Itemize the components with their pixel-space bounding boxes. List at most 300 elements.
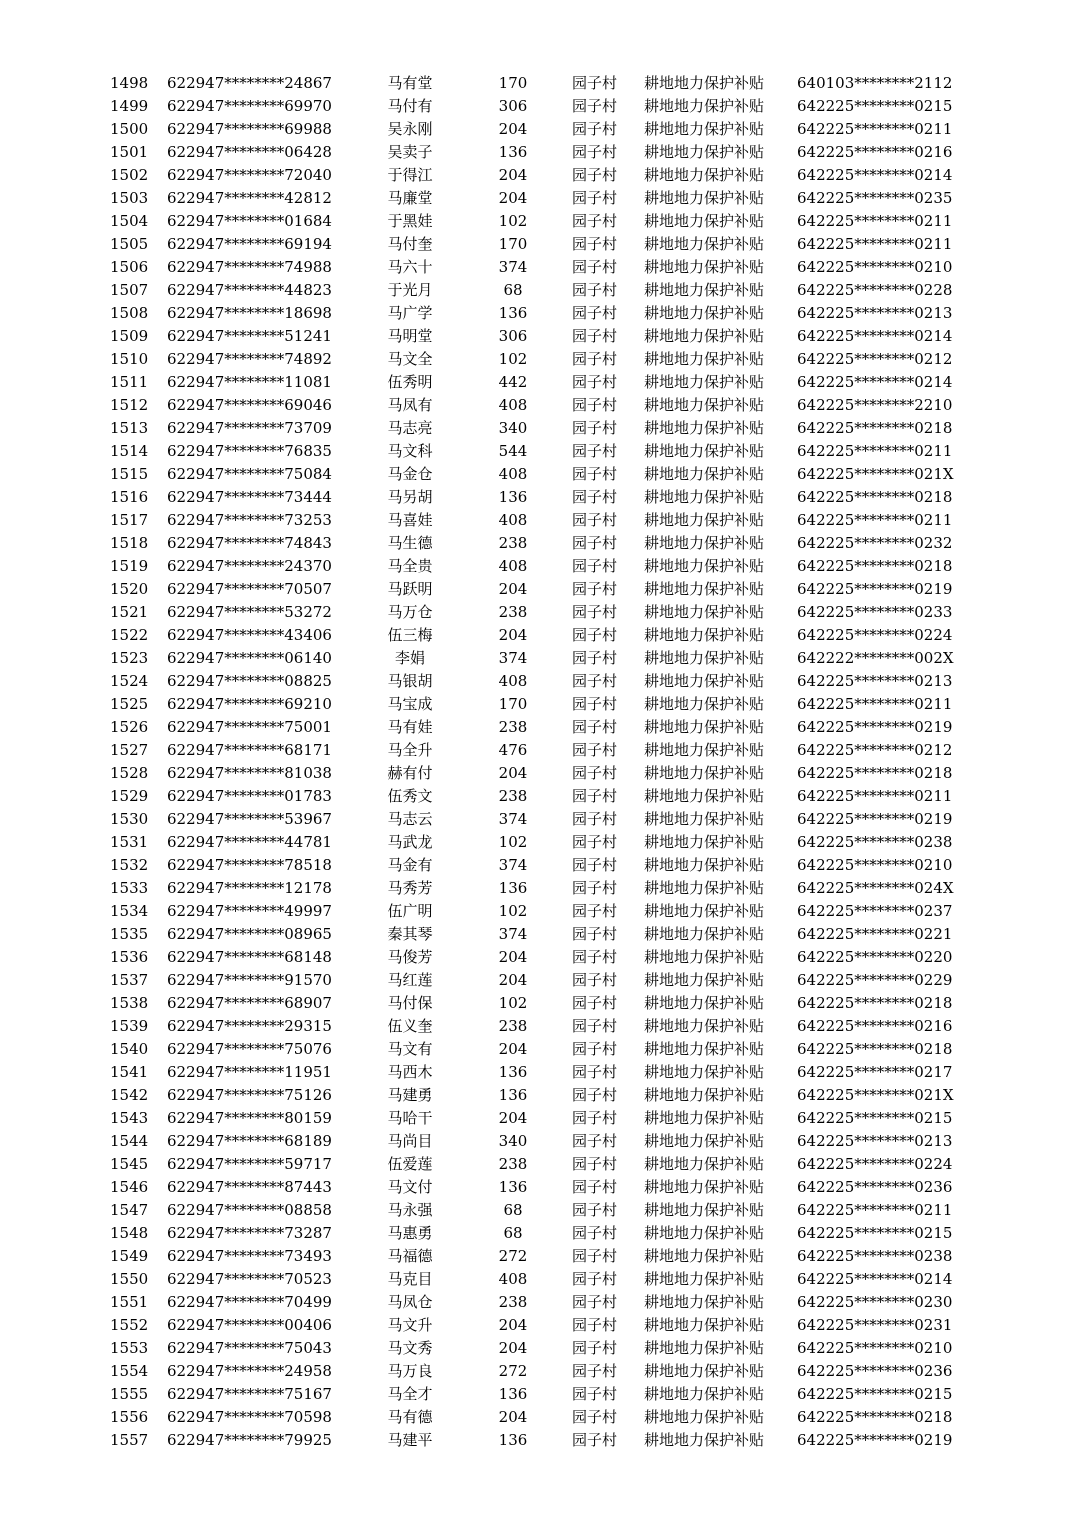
subsidy-type: 耕地地力保护补贴 xyxy=(644,603,765,621)
bank-card-number: 622947********53272 xyxy=(167,603,332,621)
village-name: 园子村 xyxy=(572,695,618,713)
subsidy-amount: 408 xyxy=(498,557,528,575)
row-number: 1528 xyxy=(110,764,149,782)
row-number: 1542 xyxy=(110,1086,149,1104)
id-card-number: 642222********002X xyxy=(797,649,954,667)
subsidy-amount: 102 xyxy=(498,833,528,851)
recipient-name: 吴卖子 xyxy=(387,143,433,161)
id-card-number: 642225********0218 xyxy=(797,1408,953,1426)
table-row xyxy=(0,1107,1074,1130)
bank-card-number: 622947********06140 xyxy=(167,649,332,667)
village-name: 园子村 xyxy=(572,879,618,897)
bank-card-number: 622947********73287 xyxy=(167,1224,332,1242)
table-row xyxy=(0,233,1074,256)
subsidy-type: 耕地地力保护补贴 xyxy=(644,281,765,299)
subsidy-type: 耕地地力保护补贴 xyxy=(644,1040,765,1058)
id-card-number: 642225********0214 xyxy=(797,327,953,345)
row-number: 1523 xyxy=(110,649,149,667)
subsidy-type: 耕地地力保护补贴 xyxy=(644,1178,765,1196)
subsidy-type: 耕地地力保护补贴 xyxy=(644,1201,765,1219)
village-name: 园子村 xyxy=(572,1155,618,1173)
row-number: 1515 xyxy=(110,465,149,483)
village-name: 园子村 xyxy=(572,488,618,506)
subsidy-amount: 204 xyxy=(498,1040,528,1058)
row-number: 1547 xyxy=(110,1201,149,1219)
row-number: 1548 xyxy=(110,1224,149,1242)
subsidy-type: 耕地地力保护补贴 xyxy=(644,580,765,598)
table-row xyxy=(0,992,1074,1015)
subsidy-type: 耕地地力保护补贴 xyxy=(644,856,765,874)
subsidy-amount: 204 xyxy=(498,580,528,598)
subsidy-type: 耕地地力保护补贴 xyxy=(644,258,765,276)
village-name: 园子村 xyxy=(572,833,618,851)
village-name: 园子村 xyxy=(572,810,618,828)
subsidy-type: 耕地地力保护补贴 xyxy=(644,1270,765,1288)
row-number: 1534 xyxy=(110,902,149,920)
bank-card-number: 622947********79925 xyxy=(167,1431,332,1449)
bank-card-number: 622947********69988 xyxy=(167,120,332,138)
recipient-name: 马全贵 xyxy=(387,557,433,575)
recipient-name: 马廉堂 xyxy=(387,189,433,207)
subsidy-type: 耕地地力保护补贴 xyxy=(644,166,765,184)
id-card-number: 642225********2210 xyxy=(797,396,953,414)
recipient-name: 马凤仓 xyxy=(387,1293,433,1311)
bank-card-number: 622947********75084 xyxy=(167,465,332,483)
table-row xyxy=(0,509,1074,532)
village-name: 园子村 xyxy=(572,787,618,805)
village-name: 园子村 xyxy=(572,741,618,759)
row-number: 1532 xyxy=(110,856,149,874)
table-row xyxy=(0,1084,1074,1107)
subsidy-amount: 204 xyxy=(498,166,528,184)
id-card-number: 642225********0218 xyxy=(797,764,953,782)
recipient-name: 马俊芳 xyxy=(387,948,433,966)
id-card-number: 642225********0220 xyxy=(797,948,953,966)
subsidy-type: 耕地地力保护补贴 xyxy=(644,534,765,552)
id-card-number: 642225********0216 xyxy=(797,143,953,161)
table-row xyxy=(0,1130,1074,1153)
subsidy-amount: 136 xyxy=(498,1178,528,1196)
subsidy-type: 耕地地力保护补贴 xyxy=(644,833,765,851)
village-name: 园子村 xyxy=(572,1178,618,1196)
bank-card-number: 622947********74988 xyxy=(167,258,332,276)
bank-card-number: 622947********68189 xyxy=(167,1132,332,1150)
village-name: 园子村 xyxy=(572,626,618,644)
id-card-number: 642225********0233 xyxy=(797,603,953,621)
row-number: 1506 xyxy=(110,258,149,276)
bank-card-number: 622947********42812 xyxy=(167,189,332,207)
row-number: 1525 xyxy=(110,695,149,713)
village-name: 园子村 xyxy=(572,856,618,874)
recipient-name: 马有堂 xyxy=(387,74,433,92)
table-row xyxy=(0,371,1074,394)
bank-card-number: 622947********73709 xyxy=(167,419,332,437)
id-card-number: 642225********0214 xyxy=(797,1270,953,1288)
subsidy-type: 耕地地力保护补贴 xyxy=(644,1155,765,1173)
table-row xyxy=(0,141,1074,164)
bank-card-number: 622947********24867 xyxy=(167,74,332,92)
row-number: 1518 xyxy=(110,534,149,552)
subsidy-amount: 136 xyxy=(498,488,528,506)
table-row xyxy=(0,279,1074,302)
bank-card-number: 622947********73444 xyxy=(167,488,332,506)
subsidy-amount: 408 xyxy=(498,465,528,483)
subsidy-amount: 272 xyxy=(498,1247,528,1265)
village-name: 园子村 xyxy=(572,258,618,276)
subsidy-type: 耕地地力保护补贴 xyxy=(644,741,765,759)
village-name: 园子村 xyxy=(572,373,618,391)
id-card-number: 642225********0217 xyxy=(797,1063,953,1081)
subsidy-type: 耕地地力保护补贴 xyxy=(644,1247,765,1265)
id-card-number: 642225********0213 xyxy=(797,1132,953,1150)
recipient-name: 伍三梅 xyxy=(387,626,433,644)
recipient-name: 马另胡 xyxy=(387,488,433,506)
bank-card-number: 622947********74843 xyxy=(167,534,332,552)
subsidy-amount: 238 xyxy=(498,1293,528,1311)
table-row xyxy=(0,900,1074,923)
village-name: 园子村 xyxy=(572,1086,618,1104)
subsidy-amount: 374 xyxy=(498,810,528,828)
bank-card-number: 622947********91570 xyxy=(167,971,332,989)
row-number: 1531 xyxy=(110,833,149,851)
subsidy-type: 耕地地力保护补贴 xyxy=(644,143,765,161)
id-card-number: 642225********0211 xyxy=(797,695,953,713)
bank-card-number: 622947********51241 xyxy=(167,327,332,345)
subsidy-amount: 204 xyxy=(498,1316,528,1334)
subsidy-amount: 238 xyxy=(498,1155,528,1173)
id-card-number: 642225********0216 xyxy=(797,1017,953,1035)
bank-card-number: 622947********73493 xyxy=(167,1247,332,1265)
table-row xyxy=(0,1061,1074,1084)
bank-card-number: 622947********72040 xyxy=(167,166,332,184)
row-number: 1513 xyxy=(110,419,149,437)
id-card-number: 642225********0210 xyxy=(797,856,953,874)
recipient-name: 马金仓 xyxy=(387,465,433,483)
recipient-name: 伍广明 xyxy=(387,902,433,920)
subsidy-type: 耕地地力保护补贴 xyxy=(644,902,765,920)
village-name: 园子村 xyxy=(572,1201,618,1219)
subsidy-type: 耕地地力保护补贴 xyxy=(644,350,765,368)
village-name: 园子村 xyxy=(572,948,618,966)
table-row xyxy=(0,762,1074,785)
bank-card-number: 622947********24370 xyxy=(167,557,332,575)
subsidy-amount: 204 xyxy=(498,948,528,966)
subsidy-type: 耕地地力保护补贴 xyxy=(644,1224,765,1242)
row-number: 1516 xyxy=(110,488,149,506)
table-row xyxy=(0,394,1074,417)
row-number: 1551 xyxy=(110,1293,149,1311)
village-name: 园子村 xyxy=(572,994,618,1012)
table-row xyxy=(0,601,1074,624)
recipient-name: 马西木 xyxy=(387,1063,433,1081)
recipient-name: 马明堂 xyxy=(387,327,433,345)
subsidy-amount: 408 xyxy=(498,511,528,529)
subsidy-amount: 272 xyxy=(498,1362,528,1380)
id-card-number: 642225********021X xyxy=(797,1086,954,1104)
village-name: 园子村 xyxy=(572,281,618,299)
table-row xyxy=(0,969,1074,992)
bank-card-number: 622947********75126 xyxy=(167,1086,332,1104)
subsidy-type: 耕地地力保护补贴 xyxy=(644,120,765,138)
table-row xyxy=(0,1383,1074,1406)
id-card-number: 642225********0221 xyxy=(797,925,953,943)
id-card-number: 640103********2112 xyxy=(797,74,953,92)
id-card-number: 642225********0238 xyxy=(797,1247,953,1265)
subsidy-amount: 68 xyxy=(503,281,523,299)
subsidy-type: 耕地地力保护补贴 xyxy=(644,74,765,92)
table-row xyxy=(0,578,1074,601)
subsidy-type: 耕地地力保护补贴 xyxy=(644,1109,765,1127)
village-name: 园子村 xyxy=(572,350,618,368)
bank-card-number: 622947********81038 xyxy=(167,764,332,782)
subsidy-amount: 238 xyxy=(498,787,528,805)
village-name: 园子村 xyxy=(572,902,618,920)
subsidy-type: 耕地地力保护补贴 xyxy=(644,97,765,115)
row-number: 1527 xyxy=(110,741,149,759)
id-card-number: 642225********0213 xyxy=(797,672,953,690)
village-name: 园子村 xyxy=(572,1362,618,1380)
recipient-name: 马文付 xyxy=(387,1178,433,1196)
village-name: 园子村 xyxy=(572,557,618,575)
id-card-number: 642225********0219 xyxy=(797,810,953,828)
village-name: 园子村 xyxy=(572,166,618,184)
subsidy-amount: 374 xyxy=(498,649,528,667)
subsidy-type: 耕地地力保护补贴 xyxy=(644,925,765,943)
row-number: 1524 xyxy=(110,672,149,690)
bank-card-number: 622947********68171 xyxy=(167,741,332,759)
table-row xyxy=(0,325,1074,348)
subsidy-amount: 374 xyxy=(498,258,528,276)
subsidy-amount: 408 xyxy=(498,1270,528,1288)
recipient-name: 马凤有 xyxy=(387,396,433,414)
village-name: 园子村 xyxy=(572,120,618,138)
recipient-name: 马跃明 xyxy=(387,580,433,598)
subsidy-type: 耕地地力保护补贴 xyxy=(644,511,765,529)
row-number: 1526 xyxy=(110,718,149,736)
id-card-number: 642225********0210 xyxy=(797,1339,953,1357)
subsidy-amount: 136 xyxy=(498,1431,528,1449)
row-number: 1546 xyxy=(110,1178,149,1196)
table-row xyxy=(0,463,1074,486)
id-card-number: 642225********0211 xyxy=(797,511,953,529)
row-number: 1507 xyxy=(110,281,149,299)
subsidy-type: 耕地地力保护补贴 xyxy=(644,971,765,989)
table-row xyxy=(0,1406,1074,1429)
recipient-name: 于黑娃 xyxy=(387,212,433,230)
subsidy-type: 耕地地力保护补贴 xyxy=(644,488,765,506)
id-card-number: 642225********0236 xyxy=(797,1178,953,1196)
subsidy-type: 耕地地力保护补贴 xyxy=(644,442,765,460)
recipient-name: 马惠勇 xyxy=(387,1224,433,1242)
recipient-name: 马永强 xyxy=(387,1201,433,1219)
bank-card-number: 622947********78518 xyxy=(167,856,332,874)
table-row xyxy=(0,946,1074,969)
bank-card-number: 622947********43406 xyxy=(167,626,332,644)
table-row xyxy=(0,1360,1074,1383)
id-card-number: 642225********0218 xyxy=(797,557,953,575)
village-name: 园子村 xyxy=(572,925,618,943)
recipient-name: 马克目 xyxy=(387,1270,433,1288)
subsidy-amount: 238 xyxy=(498,603,528,621)
table-row xyxy=(0,440,1074,463)
id-card-number: 642225********0215 xyxy=(797,1385,953,1403)
row-number: 1555 xyxy=(110,1385,149,1403)
village-name: 园子村 xyxy=(572,304,618,322)
id-card-number: 642225********0211 xyxy=(797,120,953,138)
id-card-number: 642225********0224 xyxy=(797,1155,953,1173)
village-name: 园子村 xyxy=(572,327,618,345)
subsidy-type: 耕地地力保护补贴 xyxy=(644,1063,765,1081)
recipient-name: 李娟 xyxy=(394,649,425,667)
recipient-name: 伍爱莲 xyxy=(387,1155,433,1173)
id-card-number: 642225********0211 xyxy=(797,212,953,230)
id-card-number: 642225********0224 xyxy=(797,626,953,644)
recipient-name: 马文升 xyxy=(387,1316,433,1334)
village-name: 园子村 xyxy=(572,1109,618,1127)
bank-card-number: 622947********75001 xyxy=(167,718,332,736)
row-number: 1510 xyxy=(110,350,149,368)
subsidy-type: 耕地地力保护补贴 xyxy=(644,1017,765,1035)
village-name: 园子村 xyxy=(572,1408,618,1426)
subsidy-type: 耕地地力保护补贴 xyxy=(644,948,765,966)
subsidy-amount: 102 xyxy=(498,994,528,1012)
row-number: 1537 xyxy=(110,971,149,989)
id-card-number: 642225********021X xyxy=(797,465,954,483)
recipient-name: 马哈干 xyxy=(387,1109,433,1127)
recipient-name: 于光月 xyxy=(387,281,433,299)
village-name: 园子村 xyxy=(572,212,618,230)
bank-card-number: 622947********44823 xyxy=(167,281,332,299)
bank-card-number: 622947********70598 xyxy=(167,1408,332,1426)
subsidy-table xyxy=(0,72,1074,1452)
village-name: 园子村 xyxy=(572,1316,618,1334)
id-card-number: 642225********0211 xyxy=(797,787,953,805)
row-number: 1556 xyxy=(110,1408,149,1426)
row-number: 1536 xyxy=(110,948,149,966)
table-row xyxy=(0,532,1074,555)
recipient-name: 马金有 xyxy=(387,856,433,874)
subsidy-amount: 68 xyxy=(503,1201,523,1219)
village-name: 园子村 xyxy=(572,649,618,667)
row-number: 1505 xyxy=(110,235,149,253)
subsidy-amount: 204 xyxy=(498,971,528,989)
subsidy-type: 耕地地力保护补贴 xyxy=(644,810,765,828)
village-name: 园子村 xyxy=(572,1293,618,1311)
bank-card-number: 622947********87443 xyxy=(167,1178,332,1196)
table-row xyxy=(0,348,1074,371)
bank-card-number: 622947********01684 xyxy=(167,212,332,230)
subsidy-type: 耕地地力保护补贴 xyxy=(644,649,765,667)
id-card-number: 642225********0211 xyxy=(797,442,953,460)
row-number: 1539 xyxy=(110,1017,149,1035)
bank-card-number: 622947********68148 xyxy=(167,948,332,966)
table-row xyxy=(0,785,1074,808)
bank-card-number: 622947********74892 xyxy=(167,350,332,368)
bank-card-number: 622947********69210 xyxy=(167,695,332,713)
id-card-number: 642225********0215 xyxy=(797,1224,953,1242)
recipient-name: 马建平 xyxy=(387,1431,433,1449)
subsidy-type: 耕地地力保护补贴 xyxy=(644,327,765,345)
row-number: 1522 xyxy=(110,626,149,644)
subsidy-amount: 306 xyxy=(498,327,528,345)
village-name: 园子村 xyxy=(572,672,618,690)
bank-card-number: 622947********75167 xyxy=(167,1385,332,1403)
recipient-name: 马有德 xyxy=(387,1408,433,1426)
village-name: 园子村 xyxy=(572,97,618,115)
row-number: 1504 xyxy=(110,212,149,230)
id-card-number: 642225********0218 xyxy=(797,1040,953,1058)
recipient-name: 马秀芳 xyxy=(387,879,433,897)
table-row xyxy=(0,486,1074,509)
village-name: 园子村 xyxy=(572,1132,618,1150)
subsidy-type: 耕地地力保护补贴 xyxy=(644,672,765,690)
recipient-name: 吴永刚 xyxy=(387,120,433,138)
subsidy-type: 耕地地力保护补贴 xyxy=(644,787,765,805)
recipient-name: 马万仓 xyxy=(387,603,433,621)
village-name: 园子村 xyxy=(572,143,618,161)
subsidy-amount: 204 xyxy=(498,1339,528,1357)
village-name: 园子村 xyxy=(572,511,618,529)
subsidy-amount: 136 xyxy=(498,1086,528,1104)
recipient-name: 马红莲 xyxy=(387,971,433,989)
recipient-name: 马付奎 xyxy=(387,235,433,253)
recipient-name: 马六十 xyxy=(387,258,433,276)
bank-card-number: 622947********69970 xyxy=(167,97,332,115)
table-row xyxy=(0,923,1074,946)
subsidy-type: 耕地地力保护补贴 xyxy=(644,1086,765,1104)
recipient-name: 马全升 xyxy=(387,741,433,759)
village-name: 园子村 xyxy=(572,1224,618,1242)
table-row xyxy=(0,716,1074,739)
subsidy-amount: 102 xyxy=(498,902,528,920)
id-card-number: 642225********0219 xyxy=(797,1431,953,1449)
village-name: 园子村 xyxy=(572,1040,618,1058)
table-row xyxy=(0,1222,1074,1245)
bank-card-number: 622947********70523 xyxy=(167,1270,332,1288)
table-row xyxy=(0,1015,1074,1038)
bank-card-number: 622947********29315 xyxy=(167,1017,332,1035)
subsidy-amount: 238 xyxy=(498,718,528,736)
row-number: 1545 xyxy=(110,1155,149,1173)
subsidy-type: 耕地地力保护补贴 xyxy=(644,1362,765,1380)
subsidy-amount: 374 xyxy=(498,925,528,943)
subsidy-type: 耕地地力保护补贴 xyxy=(644,557,765,575)
recipient-name: 马武龙 xyxy=(387,833,433,851)
table-row xyxy=(0,1337,1074,1360)
subsidy-type: 耕地地力保护补贴 xyxy=(644,1293,765,1311)
bank-card-number: 622947********18698 xyxy=(167,304,332,322)
recipient-name: 马福德 xyxy=(387,1247,433,1265)
id-card-number: 642225********0215 xyxy=(797,1109,953,1127)
village-name: 园子村 xyxy=(572,534,618,552)
bank-card-number: 622947********12178 xyxy=(167,879,332,897)
row-number: 1540 xyxy=(110,1040,149,1058)
table-row xyxy=(0,187,1074,210)
subsidy-amount: 340 xyxy=(498,1132,528,1150)
subsidy-amount: 204 xyxy=(498,626,528,644)
id-card-number: 642225********0212 xyxy=(797,741,953,759)
table-row xyxy=(0,1038,1074,1061)
row-number: 1535 xyxy=(110,925,149,943)
id-card-number: 642225********0230 xyxy=(797,1293,953,1311)
subsidy-amount: 204 xyxy=(498,120,528,138)
village-name: 园子村 xyxy=(572,718,618,736)
table-row xyxy=(0,555,1074,578)
id-card-number: 642225********0228 xyxy=(797,281,953,299)
id-card-number: 642225********0232 xyxy=(797,534,953,552)
bank-card-number: 622947********11951 xyxy=(167,1063,332,1081)
subsidy-amount: 136 xyxy=(498,143,528,161)
